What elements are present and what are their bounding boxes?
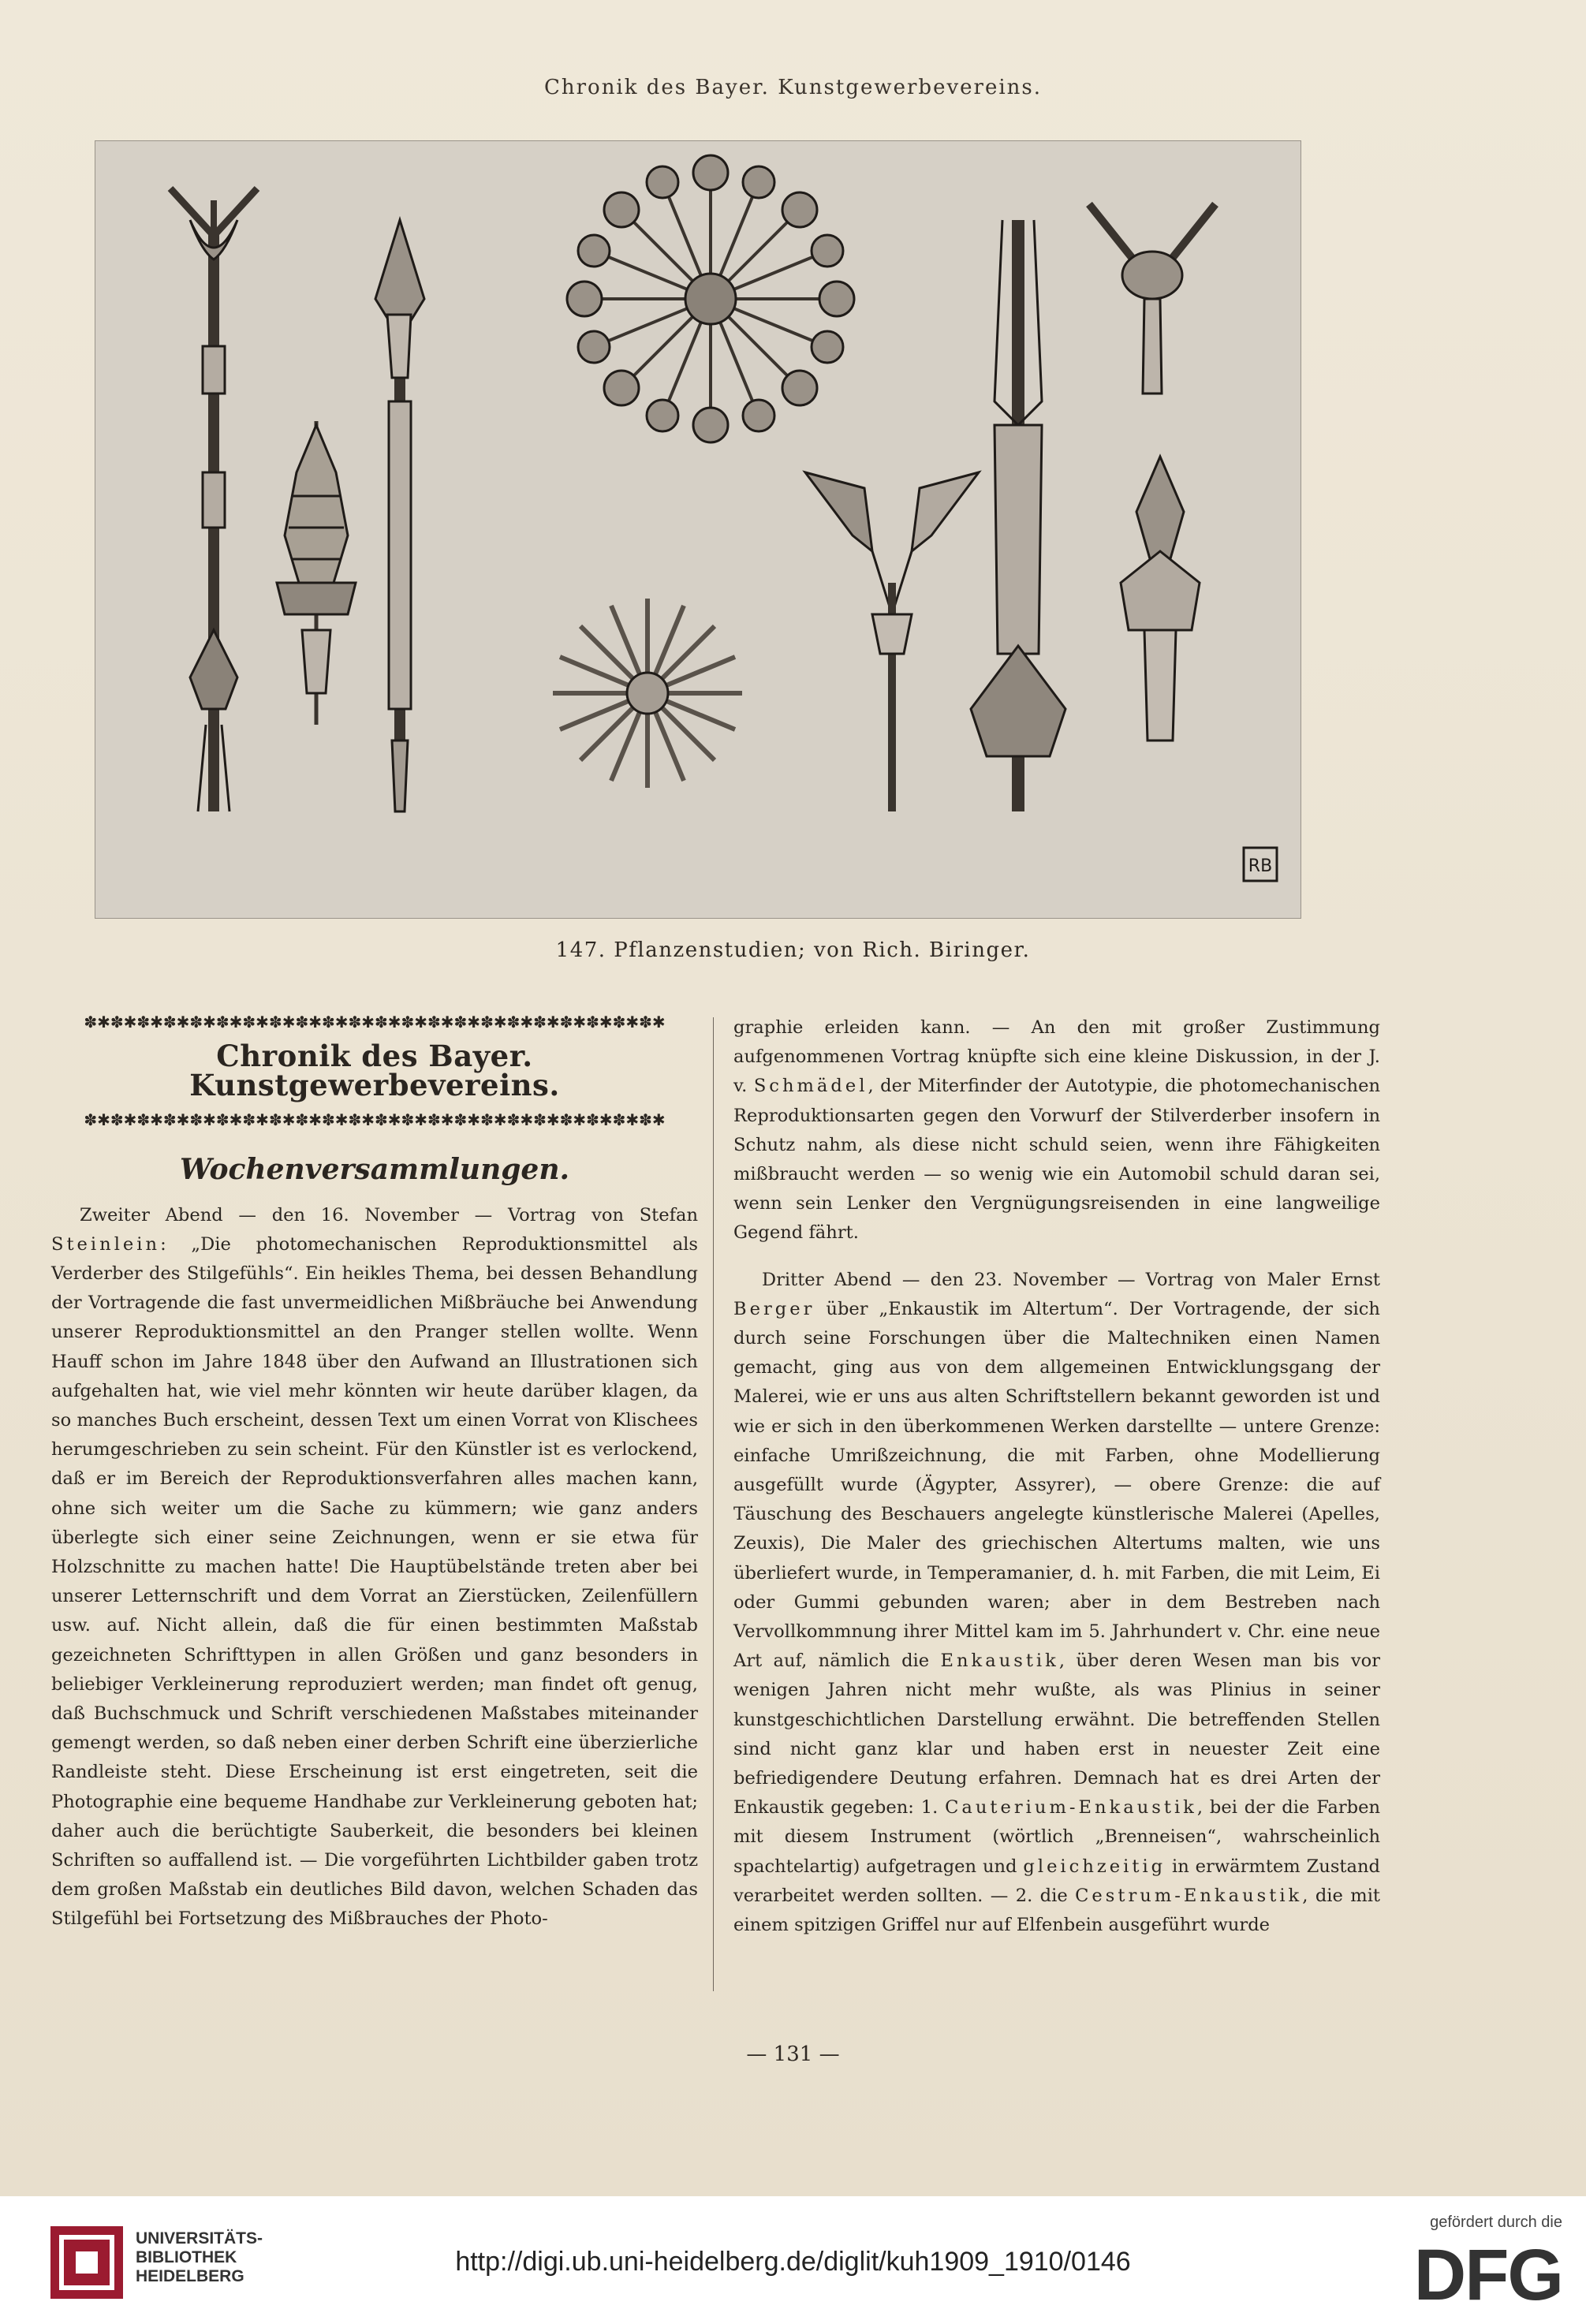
column-divider — [713, 1017, 714, 1991]
artist-monogram: RB — [1248, 856, 1273, 876]
speaker-name: Berger — [733, 1298, 815, 1319]
evening-label: Zweiter Abend — [80, 1204, 223, 1225]
bud-study-8 — [1089, 204, 1215, 394]
article-paragraph-continued: graphie erleiden kann. — An den mit großer Zustimmung aufgenommenen Vortrag knüpfte sich eine kleine Diskussion, in der J. v. Schmädel, der Miterfinder der Autotypie, die photomechanischen Reproduktionsarten gegen den Vorwurf der Stilverderber insofern in Schutz nahm, als diese nicht schuld seien, wenn ihre Fähigkeiten mißbraucht werden — so wenig wie ein Automobil schuld daran sei, wenn sein Lenker den Vergnügungsreisenden in eine langweilige Gegend fährt. — [733, 1017, 1380, 1244]
right-column — [733, 1013, 1380, 1940]
chronicle-masthead: Chronik des Bayer. Kunstgewerbevereins. — [189, 1039, 560, 1103]
stem-study-3 — [375, 220, 424, 811]
page-number: — 131 — — [746, 2042, 840, 2066]
bud-study-9 — [1121, 457, 1200, 740]
stem-study-1 — [170, 188, 257, 811]
radial-blossom-study — [553, 599, 742, 788]
term-cauterium: Cauterium-Enkaustik — [945, 1797, 1197, 1819]
running-head: Chronik des Bayer. Kunstgewerbevereins. — [543, 76, 1043, 99]
term-cestrum: Cestrum-Enkaustik — [1075, 1885, 1303, 1906]
term-enkaustik: Enkaustik — [940, 1651, 1059, 1672]
article-paragraph: Dritter Abend — den 23. November — Vortrag von Maler Ernst Berger über „Enkaustik im Altertum“. Der Vortragende, der sich durch seine Forschungen über die Maltechniken einen Namen gemacht, ging aus von dem allgemeinen Entwicklungsgang der Malerei, wie er uns aus alten Schriftstellern bekannt geworden ist und wie er sich in den überkommenen Werken darstellte — untere Grenze: einfache Umrißzeichnung, die mit Farben, ohne Modellierung ausgefüllt wurde (Ägypter, Assyrer), — obere Grenze: die auf Täuschung des Beschauers angelegte künstlerische Malerei (Apelles, Zeuxis), Die Maler des griechischen Altertums malten, wie uns überliefert wurde, in Temperamanier, d. h. mit Farben, die mit Leim, Ei oder Gummi gebunden waren; aber in dem Bestreben nach Vervollkommnung ihrer Mittel kam im 5. Jahrhundert v. Chr. eine neue Art auf, nämlich die Enkaustik, über deren Wesen man bis vor wenigen Jahren nicht mehr wußte, als was Plinius in seiner kunstgeschichtlichen Darstellung erwähnt. Die betreffenden Stellen sind nicht ganz klar und haben erst in neuester Zeit eine befriedigendere Deutung erfahren. Demnach hat es drei Arten der Enkaustik gegeben: 1. Cauterium-Enkaustik, bei der die Farben mit diesem Instrument (wörtlich „Brenneisen“, wahrscheinlich spachtelartig) aufgetragen und gleichzeitig in erwärmtem Zustand verarbeitet werden sollten. — 2. die Cestrum-Enkaustik, die mit einem spitzigen Griffel nur auf Elfenbein ausgeführt wurde — [733, 1269, 1381, 1936]
stem-study-7 — [971, 220, 1065, 811]
evening-label: Dritter Abend — [762, 1269, 892, 1290]
leaf-study-2 — [277, 421, 356, 725]
figure-caption: 147. Pflanzenstudien; von Rich. Biringer. — [555, 938, 1031, 962]
ornament-rule-top: ✽✱✽✱✽✱✽✱✽✱✽✱✽✱✽✱✽✱✽✱✽✱✽✱✽✱✽✱✽✱✽✱✽✱✽✱✽✱✽✱✽✱✽✱ — [84, 1013, 666, 1031]
twin-leaf-study — [805, 472, 979, 811]
artist-monogram-box — [1244, 848, 1277, 881]
plant-studies-illustration — [95, 141, 1301, 918]
discussant-name: Schmädel — [753, 1076, 868, 1097]
permalink-url[interactable]: http://digi.ub.uni-heidelberg.de/diglit/kuh1909_1910/0146 — [455, 2247, 1131, 2277]
dfg-logo: DFG — [1413, 2235, 1562, 2315]
library-name: UNIVERSITÄTS- BIBLIOTHEK HEIDELBERG — [136, 2229, 263, 2285]
digitization-footer — [0, 2196, 1586, 2324]
term-gleichzeitig: gleichzeitig — [1023, 1856, 1166, 1877]
left-column — [51, 1013, 698, 1934]
section-heading: Wochenversammlungen. — [179, 1153, 570, 1187]
article-paragraph: Zweiter Abend — den 16. November — Vortrag von Stefan Steinlein: „Die photomechanischen Reproduktionsmittel als Verderber des Stilgefühls“. Ein heikles Thema, bei dessen Behandlung der Vortragende die fast unvermeidlichen Mißbräuche bei Anwendung unserer Reproduktionsmittel an den Pranger stellen wollte. Wenn Hauff schon im Jahre 1848 über den Aufwand an Illustrationen sich aufgehalten hat, wie viel mehr könnten wir heute darüber klagen, da so manches Buch erscheint, dessen Text um einen Vorrat von Klischees herumgeschrieben zu sein scheint. Für den Künstler ist es verlockend, daß er im Bereich der Reproduktionsverfahren alles machen kann, ohne sich weiter um die Sache zu kümmern; wie ganz anders überlegte sich einer seine Zeichnungen, wenn er sie etwa für Holzschnitte zu machen hatte! Die Hauptübelstände treten aber bei unserer Letternschrift und dem Vorrat an Zierstücken, Zeilenfüllern usw. auf. Nicht allein, daß die für einen bestimmten Maßstab gezeichneten Schrifttypen in allen Größen und ganz besonders in beliebiger Verkleinerung reproduziert werden; man findet oft genug, daß Buchschmuck und Schrift verschiedenen Maßstabes miteinander gemengt werden, so daß neben einer derben Schrift eine überzierliche Randleiste steht. Diese Erscheinung ist erst eingetreten, seit die Photographie eine bequeme Handhabe zur Verkleinerung geboten hat; daher auch die berüchtigte Sauberkeit, die besonders bei kleinen Schriften so auffallend ist. — Die vorgeführten Lichtbilder gaben trotz dem großen Maßstab ein deutliches Bild davon, welchen Schaden das Stilgefühl bei Fortsetzung des Mißbrauches der Photo- — [51, 1204, 699, 1930]
funding-note: gefördert durch die — [1430, 2214, 1562, 2231]
figure-plate — [95, 140, 1301, 919]
umbel-flower-study — [567, 155, 854, 442]
ornament-rule-bottom: ✽✱✽✱✽✱✽✱✽✱✽✱✽✱✽✱✽✱✽✱✽✱✽✱✽✱✽✱✽✱✽✱✽✱✽✱✽✱✽✱✽✱✽✱ — [84, 1111, 666, 1129]
speaker-name: Steinlein — [51, 1233, 161, 1255]
